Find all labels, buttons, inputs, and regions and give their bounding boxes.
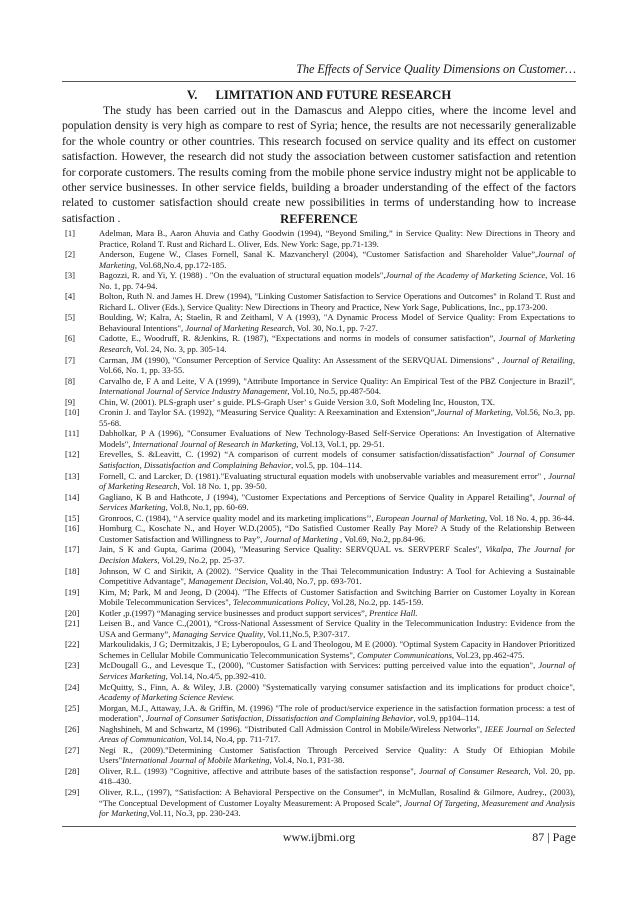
section-paragraph: The study has been carried out in the Damascus and Aleppo cities, where the income level and population density is very high as compare to rest of Syria; hence, the results are not necessarily generalizable for the whole country or other countries. This research focused on service quality and its effect on customer satisfaction. However, the research did not study the association between customer satisfaction and retention for corporate customers. The results coming from the mobile phone service industry might not be applicable to other service businesses. In other service fields, building a broader understanding of the effect of the factors related to customer satisfaction should create new possibilities in terms of understanding how to increase satisfaction . xyxy=(62,104,576,225)
reference-item xyxy=(62,249,575,270)
reference-text-segment: Vol.23, pp.462-475. xyxy=(454,649,525,660)
reference-text xyxy=(99,428,575,449)
reference-text xyxy=(99,407,575,428)
reference-number: [4] xyxy=(65,291,76,302)
reference-text-segment: Adelman, Mara B., Aaron Ahuvia and Cathy Goodwin (1994), “Beyond Smiling,” in Service Quality: New Directions in Theory and Practice, Roland T. Rust and Richard L. Oliver, Eds. New York: Sage, pp.71-139. xyxy=(99,228,575,249)
reference-text-segment: Leisen B., and Vance C.,(2001), “Cross-National Assessment of Service Quality in the Telecommunication Industry: Evidence from the USA and Germany”, xyxy=(99,618,575,639)
reference-text-segment: , Vol.11,No.5, P.307-317. xyxy=(263,628,350,639)
reference-item xyxy=(62,397,575,408)
reference-text-segment: , Vol.68,No.4, pp.172-185. xyxy=(134,259,227,270)
reference-number: [21] xyxy=(65,618,80,629)
reference-item xyxy=(62,724,575,745)
reference-text-segment: Oliver, R.L. (1993) "Cognitive, affective and attribute bases of the satisfaction response", xyxy=(99,765,419,776)
reference-text-segment: Gronroos, C. (1984), ‘‘A service quality model and its marketing implications’’, xyxy=(99,512,376,523)
reference-text-segment: , Vol.14, No.4, pp. 711-717. xyxy=(184,734,281,745)
reference-text xyxy=(99,544,575,565)
header-rule xyxy=(62,81,576,82)
reference-number: [14] xyxy=(65,491,80,502)
reference-source-title: International Journal of Mobile Marketing xyxy=(122,755,270,766)
reference-source-title: Computer Communications, xyxy=(357,649,455,660)
reference-item xyxy=(62,492,575,513)
footer-url[interactable]: www.ijbmi.org xyxy=(282,830,356,844)
reference-item xyxy=(62,660,575,681)
reference-number: [2] xyxy=(65,249,76,260)
running-header-title: The Effects of Service Quality Dimensions on Customer… xyxy=(296,62,576,76)
reference-text-segment: , Vol.8, No.1, pp. 60-69. xyxy=(165,502,249,513)
reference-text xyxy=(99,745,575,766)
reference-source-title: Academy of Marketing Science Review. xyxy=(99,692,235,703)
reference-source-title: Journal of Marketing Research xyxy=(99,470,575,492)
reference-source-title: Journal of Consumer Research xyxy=(418,765,529,776)
reference-source-title: Journal of the Academy of Marketing Science xyxy=(385,270,546,281)
reference-item xyxy=(62,682,575,703)
reference-source-title: IEEE Journal on Selected Areas of Communication xyxy=(99,723,575,745)
reference-text-segment: , Vol.28, No.2, pp. 145-159. xyxy=(327,597,424,608)
reference-number: [27] xyxy=(65,744,80,755)
reference-text xyxy=(99,660,575,681)
reference-source-title: Telecommunications Policy xyxy=(233,597,328,608)
section-title xyxy=(62,88,576,103)
reference-source-title: Journal of Consumer Satisfaction, Dissatisfaction and Complaining Behavior xyxy=(99,449,575,471)
reference-item xyxy=(62,618,575,639)
reference-text xyxy=(99,471,575,492)
reference-number: [5] xyxy=(65,312,76,323)
reference-text-segment: ,Vol.11, No.3, pp. 230-243. xyxy=(146,808,241,819)
reference-text xyxy=(99,333,575,354)
reference-item xyxy=(62,228,575,249)
reference-source-title: Journal of Services Marketing xyxy=(99,491,575,513)
reference-text xyxy=(99,618,575,639)
reference-source-title: Journal Of Targeting, Measurement and Analysis for Marketing xyxy=(99,797,575,819)
reference-text-segment: Dabholkar, P A (1996), "Consumer Evaluations of New Technology-Based Self-Service Operations: An Investigation of Alternative Models", xyxy=(99,428,575,449)
reference-text-segment: Bolton, Ruth N. and James H. Drew (1994), "Linking Customer Satisfaction to Service Operations and Outcomes" in Roland T. Rust and Richard L. Oliver (Eds.), Service Quality: New Directions in Theory and Practice, New York Sage, Publications, Inc., pp.173-200. xyxy=(99,291,575,312)
reference-text-segment: Vol. 30, No.1, pp. 7-27. xyxy=(294,322,378,333)
reference-text-segment: Bagozzi, R. and Yi, Y. (1988) . "On the evaluation of structural equation models", xyxy=(99,270,386,281)
reference-text-segment: Chin, W. (2001). PLS-graph userʼ s guide. PLS-Graph Userʼ s Guide Version 3.0, Soft Modeling Inc, Houston, TX. xyxy=(99,396,495,407)
reference-item xyxy=(62,428,575,449)
reference-text xyxy=(99,449,575,470)
reference-text-segment: , Vol.56, No.3, pp. 55-68. xyxy=(99,407,575,428)
reference-text xyxy=(99,228,575,249)
reference-text xyxy=(99,766,575,787)
reference-text-segment: Naghshineh, M and Schwartz, M (1996). "Distributed Call Admission Control in Mobile/Wireless Networks", xyxy=(99,723,485,734)
reference-item xyxy=(62,523,575,544)
reference-text-segment: , vol.5, pp. 104–114. xyxy=(291,460,362,471)
reference-item xyxy=(62,376,575,397)
reference-text-segment: , Vol. 18 No. 4, pp. 36-44. xyxy=(485,512,575,523)
reference-source-title: Journal of Marketing xyxy=(264,533,338,544)
reference-text-segment: Kotler ,p.(1997) “Managing service businesses and product support services”, xyxy=(99,607,370,618)
reference-text-segment: Johnson, W C and Sirikit, A (2002). "Service Quality in the Thai Telecommunication Industry: A Tool for Achieving a Sustainable Competitive Advantage", xyxy=(99,565,575,587)
reference-text xyxy=(99,376,575,397)
reference-text xyxy=(99,682,575,703)
reference-text-segment: McDougall G., and Levesque T., (2000), "Customer Satisfaction with Services: putting perceived value into the equation", xyxy=(99,660,539,671)
reference-text-segment: Homburg C., Koschate N., and Hoyer W.D.(2005), “Do Satisfied Customer Really Pay More? A Study of the Relationship Between Customer Satisfaction and Willingness to Pay”, xyxy=(99,523,575,544)
reference-text-segment: Morgan, M.J., Attaway, J.A. & Griffin, M. (1996) "The role of product/service experience in the satisfaction formation process: a test of moderation", xyxy=(99,702,575,724)
reference-text-segment: Jain, S K and Gupta, Garima (2004), "Measuring Service Quality: SERVQUAL vs. SERVPERF Scales", xyxy=(99,544,486,555)
reference-text xyxy=(99,397,575,408)
reference-text-segment: , Vol.10, No.5, pp.487-504. xyxy=(287,386,382,397)
reference-item xyxy=(62,312,575,333)
reference-text xyxy=(99,703,575,724)
reference-text xyxy=(99,523,575,544)
reference-text-segment: Cronin J. and Taylor SA. (1992), “Measuring Service Quality: A Reexamination and Extension”, xyxy=(99,407,437,418)
reference-number: [23] xyxy=(65,660,80,671)
reference-text xyxy=(99,639,575,660)
reference-number: [7] xyxy=(65,354,76,365)
reference-item xyxy=(62,703,575,724)
reference-list xyxy=(62,228,575,819)
reference-text xyxy=(99,587,575,608)
reference-source-title: Journal of Marketing xyxy=(99,249,575,270)
reference-number: [16] xyxy=(65,523,80,534)
reference-number: [3] xyxy=(65,270,76,281)
reference-item xyxy=(62,587,575,608)
references-heading: REFERENCE xyxy=(280,212,358,226)
reference-text-segment: McQuitty, S., Finn, A. & Wiley, J.B. (2000) "Systematically varying consumer satisfaction and its implications for product choice", xyxy=(99,681,575,692)
reference-item xyxy=(62,449,575,470)
reference-item xyxy=(62,355,575,376)
reference-source-title: Journal of Consumer Satisfaction, Dissatisfaction and Complaining Behavior xyxy=(145,713,414,724)
reference-source-title: International Journal of Service Industry Management xyxy=(99,386,288,397)
reference-text-segment: , Vol.13, Vol.1, pp. 29-51. xyxy=(296,438,385,449)
reference-item xyxy=(62,766,575,787)
reference-source-title: Prentice Hall. xyxy=(369,607,418,618)
footer-rule xyxy=(62,826,576,827)
reference-source-title: Journal of Marketing xyxy=(436,407,511,418)
reference-text-segment: , Vol. 20, pp. 418–430. xyxy=(99,765,576,787)
reference-source-title: International Journal of Research in Marketing xyxy=(132,438,297,449)
reference-number: [19] xyxy=(65,586,80,597)
reference-number: [13] xyxy=(65,470,80,481)
reference-item xyxy=(62,407,575,428)
reference-item xyxy=(62,566,575,587)
reference-number: [20] xyxy=(65,607,80,618)
reference-text-segment: Anderson, Eugene W., Clases Fornell, Sanal K. Mazvancheryl (2004), “Customer Satisfaction and Shareholder Value”, xyxy=(99,249,538,260)
reference-number: [10] xyxy=(65,407,80,418)
reference-text-segment: Kim, M; Park, M and Jeong, D (2004). "The Effects of Customer Satisfaction and Switching Barrier on Customer Loyalty in Korean Mobile Telecommunication Services", xyxy=(99,586,575,608)
reference-text-segment: Fornell, C. and Larcker, D. (1981)."Evaluating structural equation models with unobservable variables and measurement error" , xyxy=(99,470,549,481)
reference-number: [6] xyxy=(65,333,76,344)
reference-text-segment: , Vol.40, No.7, pp. 693-701. xyxy=(265,576,362,587)
reference-source-title: Vikalpa, The Journal for Decision Makers, xyxy=(99,544,576,565)
reference-text-segment: Erevelles, S. &Leavitt, C. (1992) “A comparison of current models of consumer satisfaction/dissatisfaction” xyxy=(99,449,499,460)
reference-text-segment: , Vol. 16 No. 1, pp. 74-94. xyxy=(99,270,575,291)
reference-text xyxy=(99,249,575,270)
section-number: V. xyxy=(186,88,198,102)
reference-number: [11] xyxy=(65,428,79,439)
reference-text-segment: , Vol.14, No.4/5, pp.392-410. xyxy=(165,670,267,681)
reference-text xyxy=(99,608,575,619)
reference-source-title: Journal of Marketing Research, xyxy=(185,322,295,333)
reference-item xyxy=(62,471,575,492)
reference-text xyxy=(99,724,575,745)
reference-text xyxy=(99,291,575,312)
reference-item xyxy=(62,333,575,354)
reference-number: [26] xyxy=(65,723,80,734)
reference-text-segment: Vol.29, No.2, pp. 25-37. xyxy=(159,554,245,565)
section-title-text: LIMITATION AND FUTURE RESEARCH xyxy=(215,88,452,102)
reference-text-segment: Gagliano, K B and Hathcote, J (1994), "Customer Expectations and Perceptions of Service Quality in Apparel Retailing", xyxy=(99,491,539,502)
reference-number: [25] xyxy=(65,702,80,713)
reference-item xyxy=(62,608,575,619)
reference-text-segment: , Vol.66, No. 1, pp. 33-55. xyxy=(99,354,575,376)
reference-source-title: Journal of Services Marketing xyxy=(99,660,575,681)
reference-text-segment: , Vol.4, No.1, P31-38. xyxy=(269,755,345,766)
reference-text-segment: Markoulidakis, J G; Dermitzakis, J E; Lyberopoulos, G L and Theologou, M E (2000). "Optimal System Capacity in Handover Prioritized Schemes in Cellular Mobile Communicatio Telecommunication Systems", xyxy=(99,639,575,660)
reference-text xyxy=(99,492,575,513)
reference-text-segment: Carvalho de, F A and Leite, V A (1999), "Attribute Importance in Service Quality: An Empirical Test of the PBZ Conjecture in Brazil", xyxy=(99,375,575,386)
reference-source-title: European Journal of Marketing xyxy=(375,512,486,523)
reference-item xyxy=(62,639,575,660)
reference-text-segment: Cadotte, E., Woodruff, R. &Jenkins, R. (1987), “Expectations and norms in models of consumer satisfaction”, xyxy=(99,333,499,344)
reference-number: [17] xyxy=(65,544,80,555)
reference-text-segment: , vol.9, pp104–114. xyxy=(413,713,480,724)
reference-number: [28] xyxy=(65,765,80,776)
reference-text xyxy=(99,312,575,333)
reference-text-segment: Carman, JM (1990), "Consumer Perception of Service Quality: An Assessment of the SERVQUAL Dimensions" , xyxy=(99,354,503,365)
reference-item xyxy=(62,787,575,819)
reference-text-segment: Boulding, W; Kalra, A; Staelin, R and Zeithaml, V A (1993), "A Dynamic Process Model of Service Quality: From Expectations to Behavioural Intentions", xyxy=(99,312,575,333)
reference-text-segment: , Vol.69, No.2, pp.84-96. xyxy=(337,533,426,544)
reference-number: [15] xyxy=(65,512,80,523)
reference-text-segment: , Vol. 24, No. 3, pp. 305-14. xyxy=(130,344,227,355)
reference-item xyxy=(62,270,575,291)
reference-number: [1] xyxy=(65,228,76,238)
reference-item xyxy=(62,513,575,524)
reference-number: [8] xyxy=(65,375,76,386)
reference-source-title: Journal of Retailing xyxy=(502,354,573,365)
reference-text xyxy=(99,787,575,819)
reference-number: [9] xyxy=(65,396,76,407)
reference-text xyxy=(99,270,575,291)
reference-number: [29] xyxy=(65,786,80,797)
reference-source-title: Journal of Marketing Research xyxy=(99,333,576,355)
reference-text-segment: , Vol. 18 No. 1, pp. 39-50. xyxy=(177,481,267,492)
footer-page-number: 87 | Page xyxy=(532,830,576,844)
reference-text-segment: Oliver, R.L., (1997), “Satisfaction: A Behavioral Perspective on the Consumer”, in McMullan, Rosalind & Gilmore, Audrey., (2003), “The Conceptual Development of Customer Loyalty Measurement: A Proposed Scale”, xyxy=(99,786,575,808)
reference-number: [18] xyxy=(65,565,80,576)
reference-item xyxy=(62,544,575,565)
reference-text xyxy=(99,355,575,376)
reference-source-title: Managing Service Quality xyxy=(172,628,264,639)
reference-number: [22] xyxy=(65,639,80,650)
reference-source-title: Management Decision xyxy=(188,576,266,587)
reference-item xyxy=(62,291,575,312)
reference-number: [24] xyxy=(65,681,80,692)
reference-number: [12] xyxy=(65,449,80,460)
reference-item xyxy=(62,745,575,766)
reference-text xyxy=(99,513,575,524)
reference-text xyxy=(99,566,575,587)
reference-text-segment: Negi R., (2009)."Determining Customer Satisfaction Through Perceived Service Quality: A Study Of Ethiopian Mobile Users" xyxy=(99,744,575,766)
